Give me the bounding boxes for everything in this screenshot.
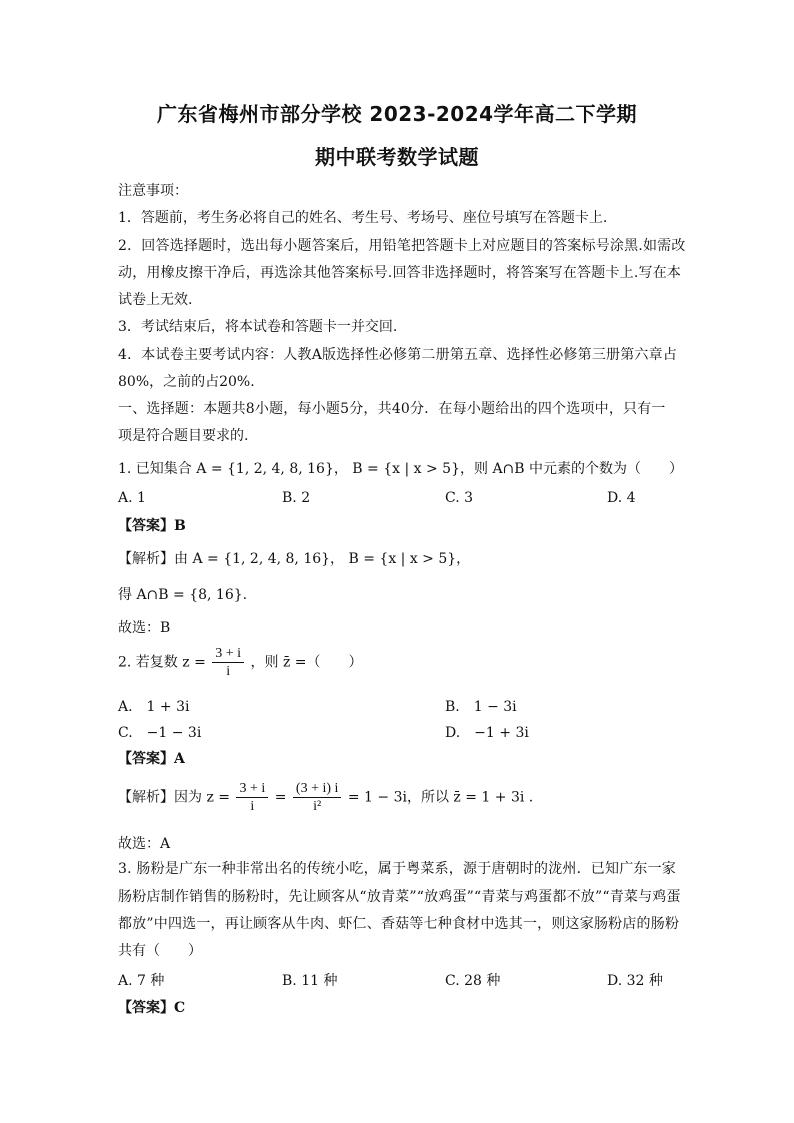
- q3-option-c: C. 28 种: [445, 973, 501, 989]
- q2-stem-fraction-denominator: i: [226, 664, 231, 679]
- q2-stem-fraction: [212, 645, 244, 680]
- q2-analysis-fraction-1-denominator: i: [250, 799, 255, 814]
- q1-answer: 【答案】B: [118, 518, 186, 534]
- q2-analysis: [118, 780, 533, 815]
- q1-option-b: B. 2: [282, 490, 311, 506]
- notice-item-2-line3: 试卷上无效.: [118, 292, 193, 308]
- q2-option-b: B. 1 − 3i: [445, 699, 517, 715]
- q2-stem-suffix: ，则 z̄ =（ ）: [250, 654, 363, 671]
- q2-conclusion: 故选：A: [118, 836, 171, 852]
- notice-item-3: 3．考试结束后，将本试卷和答题卡一并交回.: [118, 319, 398, 335]
- notice-item-2-line1: 2．回答选择题时，选出每小题答案后，用铅笔把答题卡上对应题目的答案标号涂黑.如需改: [118, 238, 686, 254]
- q2-analysis-fraction-2-denominator: i²: [313, 799, 322, 814]
- q2-stem-fraction-numerator: 3 + i: [212, 645, 244, 663]
- q3-stem-line2: 肠粉店制作销售的肠粉时，先让顾客从“放青菜”“放鸡蛋”“青菜与鸡蛋都不放”“青菜与鸡蛋: [118, 889, 681, 905]
- document-title-line1: 广东省梅州市部分学校 2023-2024学年高二下学期: [156, 102, 638, 126]
- notice-item-2-line2: 动，用橡皮擦干净后，再选涂其他答案标号.回答非选择题时，将答案写在答题卡上.写在本: [118, 265, 682, 281]
- q2-analysis-fraction-1-numerator: 3 + i: [236, 780, 268, 798]
- q3-option-d: D. 32 种: [607, 973, 663, 989]
- notice-item-1: 1．答题前，考生务必将自己的姓名、考生号、考场号、座位号填写在答题卡上.: [118, 210, 608, 226]
- q3-option-a: A. 7 种: [118, 973, 165, 989]
- document-title-line2: 期中联考数学试题: [315, 145, 479, 169]
- q2-answer: 【答案】A: [118, 751, 185, 767]
- q2-analysis-prefix: 【解析】因为 z =: [118, 789, 231, 806]
- q1-conclusion: 故选：B: [118, 620, 171, 636]
- q2-option-a: A. 1 + 3i: [118, 699, 190, 715]
- q3-stem-line3: 都放”中四选一，再让顾客从牛肉、虾仁、香菇等七种食材中选其一，则这家肠粉店的肠粉: [118, 916, 680, 932]
- section-heading-line1: 一、选择题：本题共8小题，每小题5分，共40分．在每小题给出的四个选项中，只有一: [118, 401, 666, 417]
- q1-analysis-line2: 得 A∩B = {8, 16}.: [118, 587, 248, 603]
- q1-analysis-line1: 【解析】由 A = {1, 2, 4, 8, 16}， B = {x | x > 5}，: [118, 551, 471, 567]
- section-heading-line2: 项是符合题目要求的.: [118, 428, 249, 444]
- q3-answer: 【答案】C: [118, 1000, 186, 1016]
- q2-analysis-fraction-2-numerator: (3 + i) i: [293, 780, 342, 798]
- q2-option-d: D. −1 + 3i: [445, 725, 529, 741]
- notice-item-4-line1: 4．本试卷主要考试内容：人教A版选择性必修第二册第五章、选择性必修第三册第六章占: [118, 347, 678, 363]
- q1-option-c: C. 3: [445, 490, 474, 506]
- q1-option-d: D. 4: [607, 490, 636, 506]
- q1-option-a: A. 1: [118, 490, 146, 506]
- q1-stem: 1. 已知集合 A = {1, 2, 4, 8, 16}， B = {x | x > 5}，则 A∩B 中元素的个数为（ ）: [118, 461, 684, 477]
- notice-heading: 注意事项：: [118, 183, 188, 199]
- q2-stem-prefix: 2. 若复数 z =: [118, 654, 206, 671]
- q2-analysis-equals: =: [274, 789, 287, 806]
- q2-stem: [118, 645, 363, 680]
- q2-analysis-fraction-2: [293, 780, 342, 815]
- q3-stem-line1: 3. 肠粉是广东一种非常出名的传统小吃，属于粤菜系，源于唐朝时的泷州．已知广东一家: [118, 861, 677, 877]
- q2-analysis-fraction-1: [236, 780, 268, 815]
- q2-option-c: C. −1 − 3i: [118, 725, 202, 741]
- q2-analysis-suffix: = 1 − 3i，所以 z̄ = 1 + 3i .: [347, 789, 534, 806]
- notice-item-4-line2: 80%，之前的占20%.: [118, 374, 255, 390]
- q3-stem-line4: 共有（ ）: [118, 943, 202, 959]
- q3-option-b: B. 11 种: [282, 973, 338, 989]
